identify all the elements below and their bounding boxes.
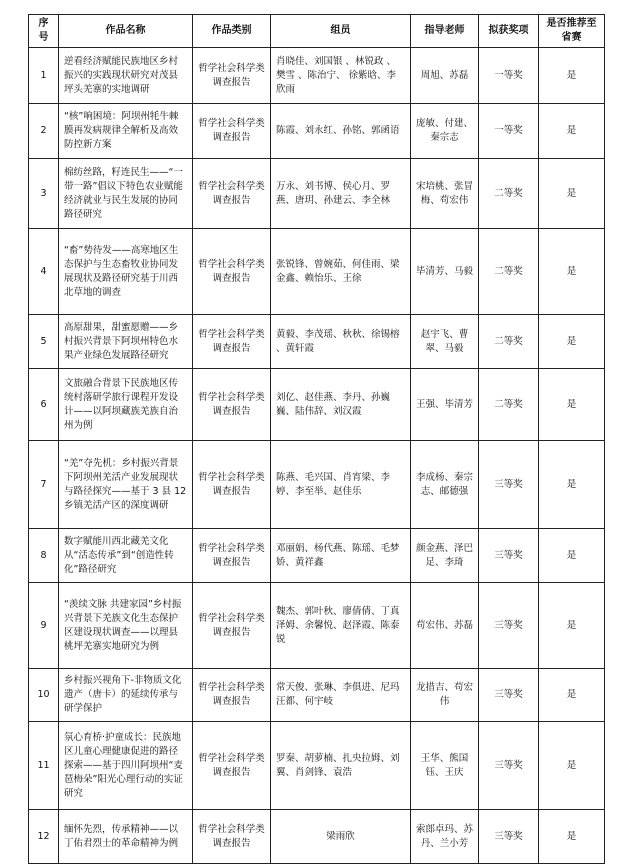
row-recommend: 是 (539, 810, 605, 864)
header-category: 作品类别 (193, 15, 271, 48)
row-members: 万永、刘书博、侯心月、罗燕、唐玥、孙建云、李全林 (271, 159, 411, 229)
header-row (29, 15, 605, 48)
row-title: 高原甜果，甜蜜愿赠——乡村振兴背景下阿坝州特色水果产业绿色发展路径研究 (59, 315, 193, 369)
row-title: “羡续文脉 共建家园”乡村振兴背景下羌族文化生态保护区建设现状调查——以理县桃坪羌寨实地研究为例 (59, 583, 193, 669)
row-award: 一等奖 (479, 104, 539, 159)
row-advisors: 毕清芳、马毅 (411, 229, 479, 315)
row-recommend: 是 (539, 722, 605, 810)
row-members: 肖晓佳、刘国银 、林锐政 、樊雪 、陈治宁、 徐紫晗、李欣雨 (271, 48, 411, 104)
row-award: 二等奖 (479, 315, 539, 369)
header-recommend: 是否推荐至省赛 (539, 15, 605, 48)
row-category: 哲学社会科学类调查报告 (193, 529, 271, 583)
row-title: “核”响困境：阿坝州牦牛棘膜再发病规律全解析及高效防控新方案 (59, 104, 193, 159)
row-category: 哲学社会科学类调查报告 (193, 229, 271, 315)
row-no: 4 (29, 229, 59, 315)
row-title: 棉纺丝路，籽连民生——“一带一路”倡议下特色农业赋能经济就业与民生发展的协同路径研究 (59, 159, 193, 229)
row-recommend: 是 (539, 48, 605, 104)
row-advisors: 王华、熊国钰、王庆 (411, 722, 479, 810)
row-advisors: 颜金燕、泽巴足、李琦 (411, 529, 479, 583)
row-category: 哲学社会科学类调查报告 (193, 722, 271, 810)
row-recommend: 是 (539, 229, 605, 315)
row-no: 11 (29, 722, 59, 810)
row-category: 哲学社会科学类调查报告 (193, 48, 271, 104)
row-members: 黄毅、李茂瑶、秋秋、徐锡榕 、黄轩霞 (271, 315, 411, 369)
row-no: 6 (29, 369, 59, 441)
table-row (29, 810, 605, 864)
row-recommend: 是 (539, 104, 605, 159)
row-category: 哲学社会科学类调查报告 (193, 315, 271, 369)
row-no: 7 (29, 441, 59, 529)
row-members: 陈燕、毛兴国、肖宵梁、李婷、李至举、赵佳乐 (271, 441, 411, 529)
row-award: 三等奖 (479, 529, 539, 583)
row-recommend: 是 (539, 441, 605, 529)
row-advisors: 周旭、苏磊 (411, 48, 479, 104)
row-award: 三等奖 (479, 441, 539, 529)
table-row (29, 583, 605, 669)
row-no: 1 (29, 48, 59, 104)
row-recommend: 是 (539, 315, 605, 369)
row-no: 12 (29, 810, 59, 864)
header-no: 序号 (29, 15, 59, 48)
row-members: 魏杰、郭叶秋、廖倩倩、丁真泽姆、余馨悦、赵泽霞、陈泰锐 (271, 583, 411, 669)
table-row (29, 441, 605, 529)
row-no: 10 (29, 669, 59, 722)
row-award: 二等奖 (479, 159, 539, 229)
table-row (29, 48, 605, 104)
row-category: 哲学社会科学类调查报告 (193, 369, 271, 441)
table-row (29, 315, 605, 369)
header-title: 作品名称 (59, 15, 193, 48)
row-advisors: 庞敏、付建、秦宗志 (411, 104, 479, 159)
row-no: 9 (29, 583, 59, 669)
row-award: 三等奖 (479, 722, 539, 810)
row-advisors: 李成杨、秦宗志、邮德强 (411, 441, 479, 529)
table-row (29, 529, 605, 583)
row-title: 数字赋能川西北藏羌文化从“活态传承”到“创造性转化”路径研究 (59, 529, 193, 583)
header-members: 组员 (271, 15, 411, 48)
row-recommend: 是 (539, 529, 605, 583)
row-recommend: 是 (539, 669, 605, 722)
row-advisors: 王强、毕清芳 (411, 369, 479, 441)
row-advisors: 索郎卓玛、苏丹、兰小芳 (411, 810, 479, 864)
row-category: 哲学社会科学类调查报告 (193, 104, 271, 159)
row-category: 哲学社会科学类调查报告 (193, 441, 271, 529)
table-row (29, 229, 605, 315)
table-row (29, 722, 605, 810)
row-award: 三等奖 (479, 583, 539, 669)
row-no: 5 (29, 315, 59, 369)
row-members: 陈霞、刘永红、孙铭、郭函语 (271, 104, 411, 159)
table-row (29, 159, 605, 229)
row-members: 邓丽娟、杨代燕、陈瑶、毛梦娇、黄祥鑫 (271, 529, 411, 583)
row-title: 缅怀先烈，传承精神——以丁佑君烈士的革命精神为例 (59, 810, 193, 864)
row-category: 哲学社会科学类调查报告 (193, 669, 271, 722)
row-members: 张锐锋、曾婉茹、何佳雨、梁金鑫、赖怡乐、王徐 (271, 229, 411, 315)
row-title: 文旅融合背景下民族地区传统村落研学旅行课程开发设计——以阿坝藏族羌族自治州为例 (59, 369, 193, 441)
header-award: 拟获奖项 (479, 15, 539, 48)
row-recommend: 是 (539, 369, 605, 441)
row-members: 常天俊、张琳、李俱进、尼玛汪都、何宇岐 (271, 669, 411, 722)
row-no: 2 (29, 104, 59, 159)
row-recommend: 是 (539, 583, 605, 669)
row-members: 罗秦、胡萝楠、扎央拉姆、刘翼、肖剑锋、袁浩 (271, 722, 411, 810)
awards-table (28, 14, 605, 864)
row-advisors: 宋培桃、张冒梅、苟宏伟 (411, 159, 479, 229)
row-no: 3 (29, 159, 59, 229)
row-no: 8 (29, 529, 59, 583)
row-award: 一等奖 (479, 48, 539, 104)
row-advisors: 苟宏伟、苏磊 (411, 583, 479, 669)
table-row (29, 104, 605, 159)
row-recommend: 是 (539, 159, 605, 229)
row-award: 二等奖 (479, 369, 539, 441)
header-advisors: 指导老师 (411, 15, 479, 48)
table-row (29, 669, 605, 722)
row-advisors: 赵宇飞、曹翠、马毅 (411, 315, 479, 369)
row-title: 乡村振兴视角下-非物质文化遗产（唐卡）的延续传承与研学保护 (59, 669, 193, 722)
row-title: “羌”夺先机：乡村振兴背景下阿坝州羌活产业发展现状与路径探究——基于 3 县 12 乡镇羌活产区的深度调研 (59, 441, 193, 529)
row-members: 梁雨欣 (271, 810, 411, 864)
row-category: 哲学社会科学类调查报告 (193, 583, 271, 669)
row-category: 哲学社会科学类调查报告 (193, 159, 271, 229)
row-title: 氛心育桥·护童成长：民族地区儿童心理健康促进的路径探索——基于四川阿坝州“麦琶梅朵”阳光心理行动的实证研究 (59, 722, 193, 810)
row-award: 三等奖 (479, 669, 539, 722)
row-title: “畜”势待发——高寒地区生态保护与生态畜牧业协同发展现状及路径研究基于川西北草地的调查 (59, 229, 193, 315)
row-award: 二等奖 (479, 229, 539, 315)
row-category: 哲学社会科学类调查报告 (193, 810, 271, 864)
table-row (29, 369, 605, 441)
row-title: 逆看经济赋能民族地区乡村振兴的实践现状研究对茂县坪头羌寨的实地调研 (59, 48, 193, 104)
row-advisors: 龙措吉、苟宏伟 (411, 669, 479, 722)
row-award: 三等奖 (479, 810, 539, 864)
row-members: 刘亿、赵佳燕、李丹、孙巍巍、陆伟辞、刘汉霞 (271, 369, 411, 441)
